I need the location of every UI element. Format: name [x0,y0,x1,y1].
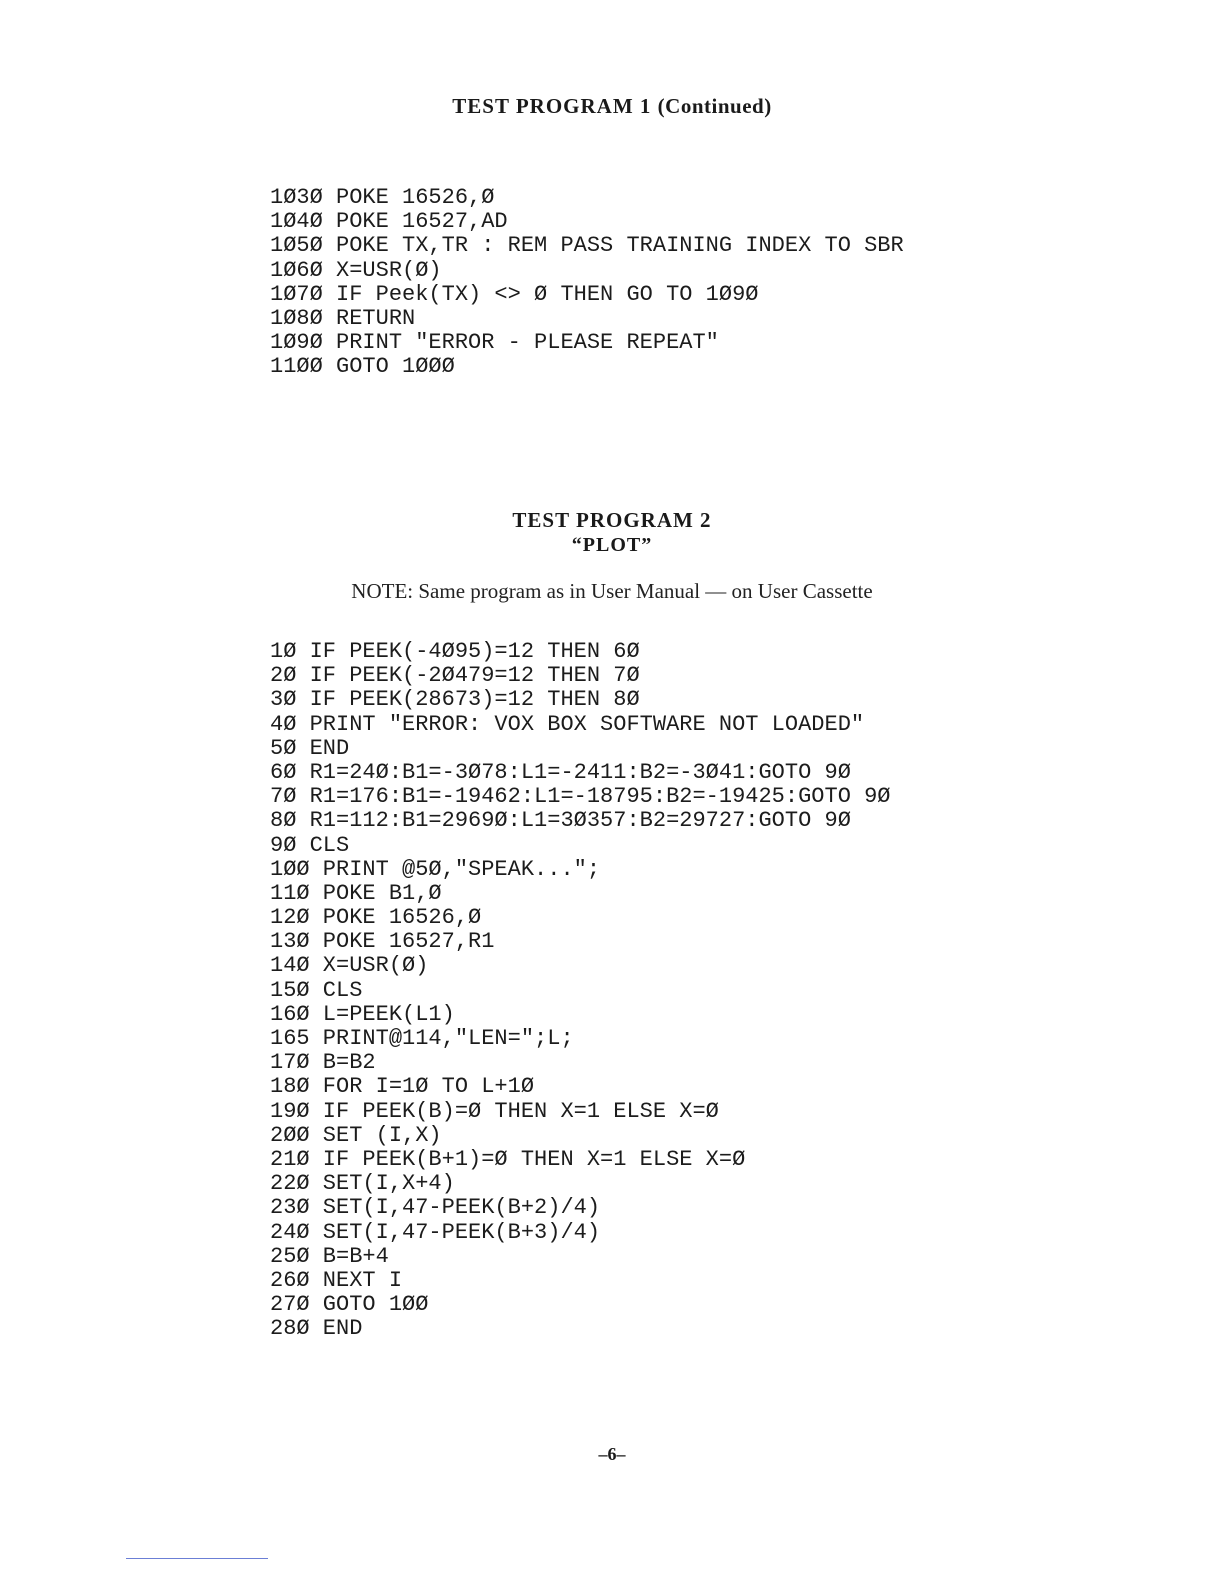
code-line: 19Ø IF PEEK(B)=Ø THEN X=1 ELSE X=Ø [270,1098,719,1124]
program2-code-listing [270,640,891,1341]
code-line: 25Ø B=B+4 [270,1243,389,1269]
code-line: 16Ø L=PEEK(L1) [270,1001,455,1027]
code-line: 7Ø R1=176:B1=-19462:L1=-18795:B2=-19425:GOTO 9Ø [270,784,891,810]
code-line: 5Ø END [270,735,350,761]
code-line: 14Ø X=USR(Ø) [270,953,429,979]
code-line: 21Ø IF PEEK(B+1)=Ø THEN X=1 ELSE X=Ø [270,1146,746,1172]
code-line: 11ØØ GOTO 1ØØØ [270,354,455,380]
code-line: 28Ø END [270,1316,363,1342]
code-line: 1Ø IF PEEK(-4Ø95)=12 THEN 6Ø [270,639,640,664]
code-line: 12Ø POKE 16526,Ø [270,905,482,931]
code-line: 9Ø CLS [270,832,350,858]
code-line: 1Ø9Ø PRINT "ERROR - PLEASE REPEAT" [270,330,719,356]
footnote-rule [126,1558,268,1559]
code-line: 1Ø4Ø POKE 16527,AD [270,209,508,235]
code-line: 11Ø POKE B1,Ø [270,880,442,906]
code-line: 1Ø7Ø IF Peek(TX) <> Ø THEN GO TO 1Ø9Ø [270,281,759,307]
program1-title-suffix: (Continued) [657,94,772,118]
code-line: 6Ø R1=24Ø:B1=-3Ø78:L1=-2411:B2=-3Ø41:GOTO 9Ø [270,759,851,785]
code-line: 2ØØ SET (I,X) [270,1122,442,1148]
program2-subtitle: “PLOT” [571,534,653,556]
program1-heading [0,94,1224,119]
code-line: 18Ø FOR I=1Ø TO L+1Ø [270,1074,535,1100]
code-line: 15Ø CLS [270,977,363,1003]
code-line: 8Ø R1=112:B1=2969Ø:L1=3Ø357:B2=29727:GOTO 9Ø [270,808,851,834]
program2-heading: TEST PROGRAM 2 [512,508,712,532]
program1-code-listing [270,186,904,380]
program1-title: TEST PROGRAM 1 [452,94,652,118]
code-line: 1Ø6Ø X=USR(Ø) [270,257,442,283]
code-line: 27Ø GOTO 1ØØ [270,1292,429,1318]
code-line: 17Ø B=B2 [270,1050,376,1076]
code-line: 1Ø3Ø POKE 16526,Ø [270,185,495,210]
code-line: 1Ø8Ø RETURN [270,305,416,331]
code-line: 22Ø SET(I,X+4) [270,1171,455,1197]
program2-note: NOTE: Same program as in User Manual — on User Cassette [351,579,873,603]
code-line: 24Ø SET(I,47-PEEK(B+3)/4) [270,1219,601,1245]
code-line: 4Ø PRINT "ERROR: VOX BOX SOFTWARE NOT LOADED" [270,711,865,737]
code-line: 23Ø SET(I,47-PEEK(B+2)/4) [270,1195,601,1221]
code-line: 1ØØ PRINT @5Ø,"SPEAK..."; [270,856,601,882]
code-line: 2Ø IF PEEK(-2Ø479=12 THEN 7Ø [270,663,640,689]
code-line: 13Ø POKE 16527,R1 [270,929,495,955]
code-line: 26Ø NEXT I [270,1267,403,1293]
page-number: –6– [598,1444,626,1464]
code-line: 3Ø IF PEEK(28673)=12 THEN 8Ø [270,687,640,713]
code-line: 165 PRINT@114,"LEN=";L; [270,1026,574,1051]
code-line: 1Ø5Ø POKE TX,TR : REM PASS TRAINING INDEX TO SBR [270,233,904,259]
